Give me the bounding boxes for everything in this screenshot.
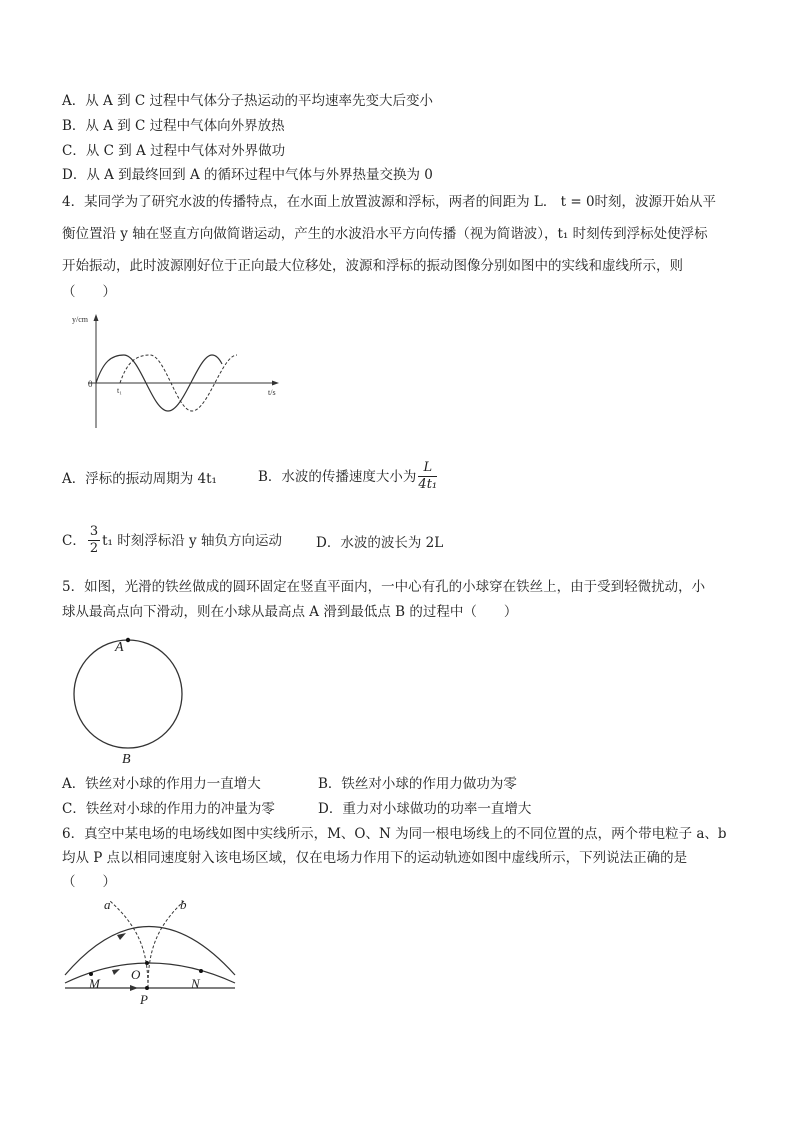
particle-a-label: a	[104, 897, 111, 912]
q3-option-b: B．从 A 到 C 过程中气体向外界放热	[62, 118, 285, 134]
fraction-numerator: 3	[89, 524, 99, 539]
q4-option-c-prefix: C．	[62, 532, 86, 549]
middle-line-arrow	[112, 969, 120, 975]
ball-at-a	[126, 638, 130, 642]
x-axis-arrow	[272, 381, 279, 386]
q5-option-c: C．铁丝对小球的作用力的冲量为零	[62, 801, 275, 817]
point-n-label: N	[191, 976, 200, 991]
y-axis-arrow	[94, 314, 99, 321]
trajectory-a	[110, 901, 148, 988]
q3-option-d: D．从 A 到最终回到 A 的循环过程中气体与外界热量交换为 0	[62, 167, 433, 183]
point-o-label: O	[131, 967, 141, 982]
upper-line-arrow	[117, 933, 126, 940]
q5-stem-line2: 球从最高点向下滑动，则在小球从最高点 A 滑到最低点 B 的过程中（ ）	[62, 604, 518, 620]
q4-option-b-fraction	[418, 460, 437, 493]
fraction-denominator: 2	[89, 541, 99, 556]
q4-option-c-fraction	[88, 524, 100, 557]
q4-option-b	[258, 460, 439, 493]
fraction-denominator: 4t₁	[418, 477, 438, 492]
q4-option-b-text: B．水波的传播速度大小为	[258, 468, 417, 485]
trajectory-b	[148, 901, 184, 988]
q4-stem-line1: 4．某同学为了研究水波的传播特点，在水面上放置波源和浮标，两者的间距为 L． t = 0时刻，波源开始从平	[62, 194, 717, 210]
wire-ring	[74, 640, 182, 748]
q5-option-a: A．铁丝对小球的作用力一直增大	[62, 776, 261, 792]
point-p	[145, 986, 149, 990]
q4-answer-blank: （ ）	[62, 284, 116, 300]
q4-vibration-graph	[70, 310, 290, 435]
origin-label: 0	[88, 379, 93, 389]
q5-option-d: D．重力对小球做功的功率一直增大	[318, 801, 532, 817]
point-b-label: B	[122, 752, 131, 767]
q4-stem-line2: 衡位置沿 y 轴在竖直方向做简谐运动，产生的水波沿水平方向传播（视为简谐波），t₁ 时刻传到浮标处使浮标	[62, 226, 708, 242]
q5-ring-diagram	[65, 625, 195, 770]
point-o	[145, 961, 149, 965]
point-a-label: A	[115, 640, 124, 655]
q4-option-d: D．水波的波长为 2L	[316, 535, 444, 551]
q5-option-b: B．铁丝对小球的作用力做功为零	[318, 776, 517, 792]
bottom-line-arrow	[130, 985, 138, 991]
q4-option-a: A．浮标的振动周期为 4t₁	[62, 471, 217, 487]
q4-option-c	[62, 524, 282, 557]
t1-tick-label: t₁	[117, 386, 123, 395]
q4-stem-line3: 开始振动，此时波源刚好位于正向最大位移处，波源和浮标的振动图像分别如图中的实线和虚线所示，则	[62, 258, 683, 274]
q6-answer-blank: （ ）	[62, 874, 116, 890]
point-m-label: M	[89, 976, 100, 991]
q6-field-diagram	[60, 893, 240, 1013]
q4-option-c-text: t₁ 时刻浮标沿 y 轴负方向运动	[102, 532, 282, 549]
q6-stem-line1: 6．真空中某电场的电场线如图中实线所示，M、O、N 为同一根电场线上的不同位置的点，两个带电粒子 a、b	[62, 826, 727, 842]
point-p-label: P	[140, 992, 148, 1007]
q3-option-c: C．从 C 到 A 过程中气体对外界做功	[62, 143, 286, 159]
q6-stem-line2: 均从 P 点以相同速度射入该电场区域，仅在电场力作用下的运动轨迹如图中虚线所示，下列说法正确的是	[62, 850, 688, 866]
particle-b-label: b	[180, 897, 187, 912]
q5-stem-line1: 5．如图，光滑的铁丝做成的圆环固定在竖直平面内，一中心有孔的小球穿在铁丝上，由于受到轻微扰动，小	[62, 579, 706, 595]
y-axis-label: y/cm	[72, 315, 88, 324]
upper-field-line	[65, 927, 235, 976]
q3-option-a: A．从 A 到 C 过程中气体分子热运动的平均速率先变大后变小	[62, 93, 433, 109]
x-axis-label: t/s	[268, 388, 276, 397]
point-n	[199, 969, 203, 973]
fraction-numerator: L	[418, 460, 437, 477]
